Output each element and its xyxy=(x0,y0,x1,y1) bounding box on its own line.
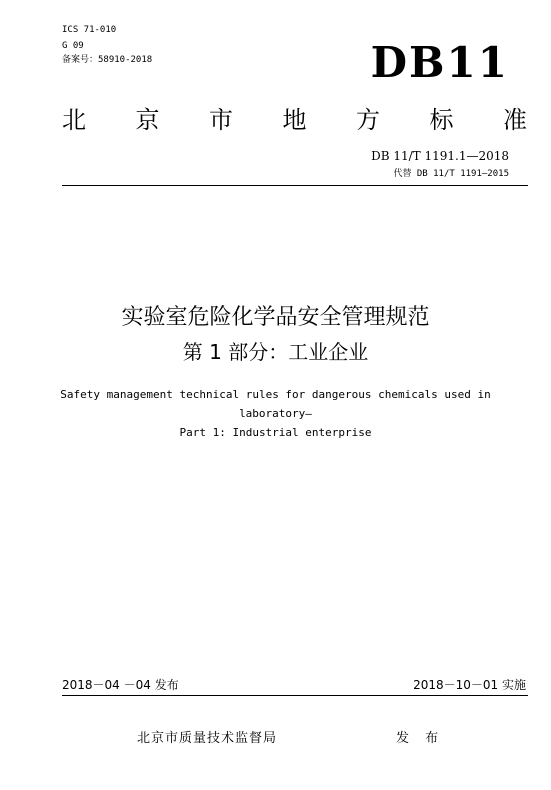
implementation-date: 2018－10－01 实施 xyxy=(413,678,526,692)
standard-type-char: 标 xyxy=(429,106,454,134)
footer-divider xyxy=(62,695,528,696)
standard-type-char: 北 xyxy=(62,106,86,134)
standard-type-char: 市 xyxy=(209,106,233,134)
db11-logo: DB11 xyxy=(370,38,509,87)
ics-code: ICS 71-010 xyxy=(62,25,117,35)
chinese-title-line-1: 实验室危险化学品安全管理规范 xyxy=(121,305,430,330)
standard-type-char: 地 xyxy=(282,106,307,134)
standard-type-heading xyxy=(62,104,527,136)
supersedes-note: 代替 DB 11/T 1191—2015 xyxy=(393,169,509,179)
english-title-line-3: Part 1: Industrial enterprise xyxy=(179,426,372,439)
chinese-title-line-2: 第 1 部分：工业企业 xyxy=(182,340,369,364)
header-divider xyxy=(62,185,528,186)
publish-label: 发 布 xyxy=(396,731,445,746)
standard-type-char: 方 xyxy=(356,106,380,134)
publisher-name: 北京市质量技术监督局 xyxy=(137,731,278,746)
standard-type-char: 准 xyxy=(503,106,527,134)
english-title-line-2: laboratory— xyxy=(239,407,312,420)
issue-date: 2018－04 －04 发布 xyxy=(62,678,179,692)
standard-number: DB 11/T 1191.1—2018 xyxy=(371,149,509,163)
ccs-code: G 09 xyxy=(62,41,84,51)
filing-number: 备案号：58910-2018 xyxy=(62,55,153,65)
english-title-line-1: Safety management technical rules for dangerous chemicals used in xyxy=(60,388,491,401)
standard-type-char: 京 xyxy=(135,106,160,134)
